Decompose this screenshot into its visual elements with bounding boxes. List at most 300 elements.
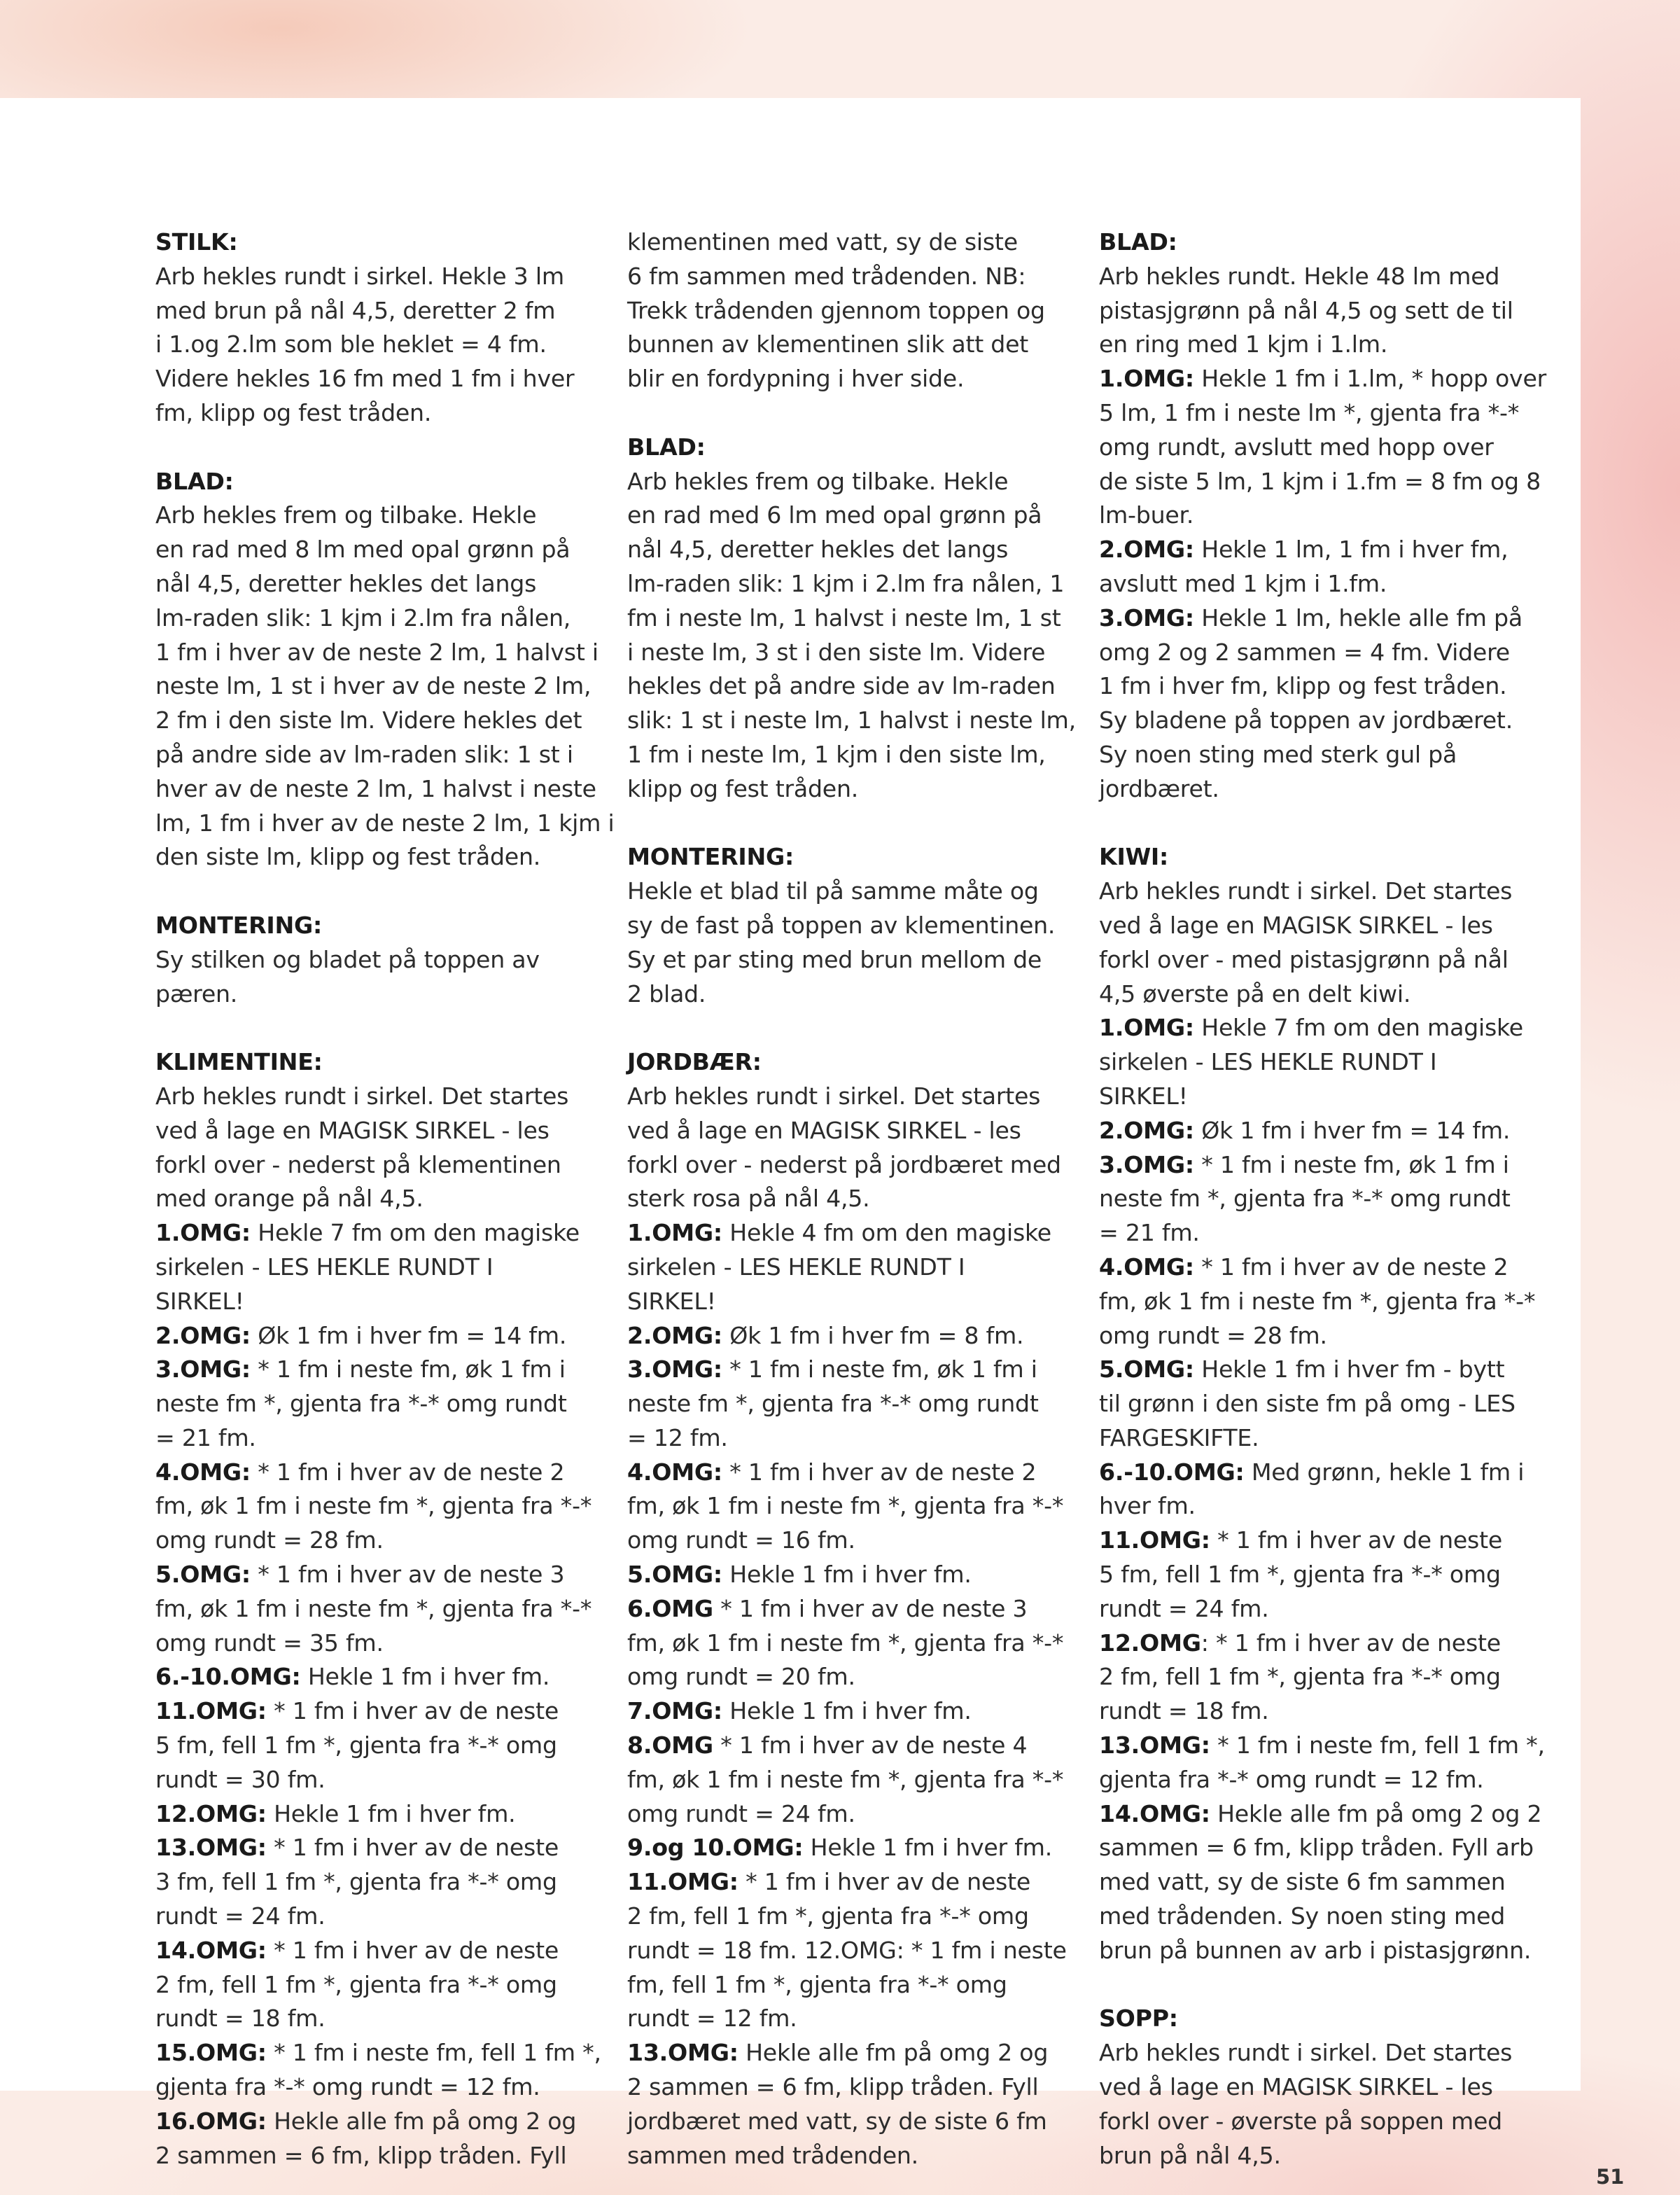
round-label: 11.OMG:	[155, 1697, 267, 1725]
round-label: 3.OMG:	[1099, 604, 1194, 632]
text-line	[627, 1900, 1068, 1934]
line-text: omg rundt = 35 fm.	[155, 1629, 384, 1657]
line-text: forkl over - øverste på soppen med	[1099, 2107, 1502, 2135]
text-line	[1099, 1216, 1540, 1250]
line-text: med brun på nål 4,5, deretter 2 fm	[155, 296, 556, 324]
line-text: ved å lage en MAGISK SIRKEL - les	[155, 1116, 550, 1144]
line-text: ved å lage en MAGISK SIRKEL - les	[1099, 2073, 1493, 2101]
line-text: neste fm *, gjenta fra *-* omg rundt	[627, 1390, 1039, 1418]
line-text: med orange på nål 4,5.	[155, 1185, 424, 1213]
line-text: slik: 1 st i neste lm, 1 halvst i neste lm,	[627, 706, 1076, 734]
text-line	[627, 1250, 1068, 1285]
line-text: Hekle 1 lm, hekle alle fm på	[1194, 604, 1522, 632]
round-label: 1.OMG:	[155, 1219, 251, 1247]
line-text: på andre side av lm-raden slik: 1 st i	[155, 740, 573, 768]
text-line	[1099, 1456, 1540, 1490]
round-label: 6.-10.OMG:	[155, 1663, 301, 1691]
line-text: * 1 fm i hver av de neste 2	[722, 1458, 1037, 1486]
pattern-section	[627, 225, 1068, 396]
page-number: 51	[1596, 2165, 1625, 2189]
line-text: rundt = 30 fm.	[155, 1765, 326, 1793]
line-text: sirkelen - LES HEKLE RUNDT I	[155, 1253, 493, 1281]
pattern-section	[627, 1045, 1068, 2173]
line-text: 2 fm i den siste lm. Videre hekles det	[155, 706, 582, 734]
line-text: Hekle 7 fm om den magiske	[250, 1219, 580, 1247]
line-text: SIRKEL!	[627, 1287, 716, 1315]
line-text: klipp og fest tråden.	[627, 774, 859, 802]
text-line	[155, 2002, 596, 2036]
text-column-1	[155, 225, 615, 2173]
text-line	[627, 2002, 1068, 2036]
text-line	[1099, 2036, 1540, 2070]
text-line	[1099, 1387, 1540, 1421]
line-text: i neste lm, 3 st i den siste lm. Videre	[627, 638, 1046, 666]
line-text: Hekle et blad til på samme måte og	[627, 877, 1039, 905]
text-line	[627, 1489, 1068, 1524]
text-line	[627, 1524, 1068, 1558]
text-line	[1099, 2139, 1540, 2173]
line-text: Arb hekles rundt i sirkel. Det startes	[155, 1082, 569, 1110]
text-line	[627, 1421, 1068, 1456]
line-text: Sy noen sting med sterk gul på	[1099, 740, 1457, 768]
pattern-section	[155, 225, 596, 431]
line-text: fm i neste lm, 1 halvst i neste lm, 1 st	[627, 604, 1061, 632]
text-line	[155, 396, 596, 431]
text-line	[1099, 1011, 1540, 1045]
round-label: 14.OMG:	[155, 1936, 267, 1964]
line-text: Hekle 1 fm i 1.lm, * hopp over	[1194, 365, 1547, 393]
line-text: sy de fast på toppen av klementinen.	[627, 911, 1056, 939]
round-label: 1.OMG:	[1099, 1014, 1194, 1042]
text-line	[627, 1558, 1068, 1592]
line-text: Med grønn, hekle 1 fm i	[1244, 1458, 1525, 1486]
text-line	[155, 1216, 596, 1250]
text-line	[627, 704, 1076, 738]
text-line	[1099, 909, 1540, 943]
line-text: pistasjgrønn på nål 4,5 og sett de til	[1099, 296, 1513, 324]
text-line	[1099, 669, 1540, 704]
line-text: * 1 fm i neste fm, øk 1 fm i	[250, 1356, 566, 1384]
text-line	[627, 2105, 1068, 2139]
round-label: 14.OMG:	[1099, 1799, 1210, 1827]
text-line	[627, 772, 1068, 807]
text-line	[627, 499, 1068, 533]
text-line	[627, 738, 1068, 772]
round-label: 5.OMG:	[155, 1561, 251, 1589]
text-line	[155, 1285, 596, 1319]
line-text: sammen med trådenden.	[627, 2141, 918, 2169]
pattern-section	[1099, 225, 1547, 807]
line-text: ved å lage en MAGISK SIRKEL - les	[1099, 911, 1493, 939]
line-text: 2 fm, fell 1 fm *, gjenta fra *-* omg	[1099, 1663, 1501, 1691]
text-line	[627, 1797, 1068, 1832]
text-line	[627, 1968, 1068, 2002]
line-text: Hekle 1 fm i hver fm.	[722, 1697, 972, 1725]
line-text: SIRKEL!	[1099, 1082, 1188, 1110]
line-text: Øk 1 fm i hver fm = 8 fm.	[722, 1321, 1024, 1349]
round-label: 1.OMG:	[1099, 365, 1194, 393]
section-heading: STILK:	[155, 228, 238, 256]
text-line	[1099, 2105, 1540, 2139]
text-line	[155, 1148, 596, 1183]
line-text: SIRKEL!	[155, 1287, 244, 1315]
text-line	[1099, 533, 1540, 567]
line-text: fm, øk 1 fm i neste fm *, gjenta fra *-*	[1099, 1287, 1536, 1315]
text-line	[155, 704, 596, 738]
line-text: med trådenden. Sy noen sting med	[1099, 1902, 1506, 1930]
line-text: den siste lm, klipp og fest tråden.	[155, 843, 541, 871]
line-text: Hekle 7 fm om den magiske	[1194, 1014, 1523, 1042]
round-label: 3.OMG:	[627, 1356, 722, 1384]
round-label: 9.og 10.OMG:	[627, 1834, 804, 1862]
text-line	[1099, 260, 1540, 294]
line-text: omg 2 og 2 sammen = 4 fm. Videre	[1099, 638, 1510, 666]
line-text: hekles det på andre side av lm-raden	[627, 672, 1056, 700]
line-text: * 1 fm i neste fm, øk 1 fm i	[1194, 1150, 1509, 1178]
line-text: en rad med 8 lm med opal grønn på	[155, 536, 570, 564]
section-heading: MONTERING:	[627, 843, 794, 871]
text-column-3	[1099, 225, 1547, 2173]
text-line	[155, 294, 596, 328]
line-text: * 1 fm i hver av de neste 2	[250, 1458, 565, 1486]
line-text: rundt = 18 fm.	[1099, 1697, 1269, 1725]
text-line	[1099, 1080, 1540, 1114]
round-label: 2.OMG:	[627, 1321, 722, 1349]
text-line	[627, 225, 1068, 260]
text-line	[627, 943, 1068, 977]
line-text: 2 fm, fell 1 fm *, gjenta fra *-* omg	[627, 1902, 1029, 1930]
round-label: 11.OMG:	[1099, 1526, 1210, 1554]
text-line	[155, 1831, 596, 1865]
round-label: 4.OMG:	[155, 1458, 251, 1486]
text-line	[627, 1456, 1068, 1490]
line-text: FARGESKIFTE.	[1099, 1423, 1259, 1451]
text-line	[627, 294, 1068, 328]
text-line	[155, 840, 596, 874]
line-text: lm-raden slik: 1 kjm i 2.lm fra nålen, 1	[627, 569, 1065, 597]
line-text: blir en fordypning i hver side.	[627, 365, 965, 393]
text-line	[627, 1934, 1068, 1968]
round-label: 2.OMG:	[1099, 536, 1194, 564]
text-line	[155, 533, 596, 567]
line-text: * 1 fm i neste fm, øk 1 fm i	[722, 1356, 1037, 1384]
line-text: 2 sammen = 6 fm, klipp tråden. Fyll	[627, 2073, 1039, 2101]
text-line	[627, 2139, 1068, 2173]
round-label: 4.OMG:	[1099, 1253, 1194, 1281]
line-text: omg rundt = 24 fm.	[627, 1799, 855, 1827]
line-text: forkl over - nederst på jordbæret med	[627, 1150, 1061, 1178]
line-text: neste fm *, gjenta fra *-* omg rundt	[1099, 1185, 1511, 1213]
line-text: lm-raden slik: 1 kjm i 2.lm fra nålen,	[155, 604, 571, 632]
line-text: Hekle 1 lm, 1 fm i hver fm,	[1194, 536, 1508, 564]
line-text: Hekle 1 fm i hver fm.	[722, 1561, 972, 1589]
text-line	[155, 1968, 596, 2002]
line-text: Arb hekles rundt. Hekle 48 lm med	[1099, 262, 1500, 290]
line-text: 5 lm, 1 fm i neste lm *, gjenta fra *-*	[1099, 398, 1520, 426]
section-heading: BLAD:	[155, 467, 234, 495]
text-line	[627, 669, 1068, 704]
line-text: Hekle 1 fm i hver fm.	[300, 1663, 550, 1691]
round-label: 7.OMG:	[627, 1697, 722, 1725]
line-text: Hekle alle fm på omg 2 og 2	[1210, 1799, 1542, 1827]
text-line	[627, 1114, 1068, 1148]
text-line	[155, 1387, 596, 1421]
line-text: * 1 fm i hver av de neste	[266, 1697, 559, 1725]
line-text: sirkelen - LES HEKLE RUNDT I	[627, 1253, 965, 1281]
round-label: 13.OMG:	[155, 1834, 267, 1862]
line-text: med vatt, sy de siste 6 fm sammen	[1099, 1868, 1506, 1896]
text-line	[627, 1387, 1068, 1421]
text-line	[627, 567, 1068, 601]
text-line	[1099, 1319, 1540, 1353]
text-line	[155, 1763, 596, 1797]
text-line	[627, 328, 1068, 362]
line-text: Sy et par sting med brun mellom de	[627, 945, 1042, 973]
text-line	[155, 2036, 601, 2070]
round-label: 3.OMG:	[155, 1356, 251, 1384]
text-line	[627, 2070, 1068, 2105]
text-line	[155, 2105, 596, 2139]
line-text: fm, øk 1 fm i neste fm *, gjenta fra *-*	[627, 1629, 1064, 1657]
line-text: Arb hekles rundt i sirkel. Det startes	[1099, 877, 1513, 905]
line-text: forkl over - med pistasjgrønn på nål	[1099, 945, 1508, 973]
text-line	[155, 1660, 596, 1694]
line-text: rundt = 24 fm.	[1099, 1594, 1269, 1622]
round-label: 16.OMG:	[155, 2107, 267, 2135]
text-line	[1099, 874, 1540, 909]
round-label: 11.OMG:	[627, 1868, 738, 1896]
text-line	[627, 1353, 1068, 1387]
text-line	[155, 1865, 596, 1900]
text-line	[627, 2036, 1068, 2070]
text-line	[627, 1865, 1068, 1900]
text-line	[1099, 1558, 1540, 1592]
line-text: klementinen med vatt, sy de siste	[627, 228, 1018, 256]
round-label: 15.OMG:	[155, 2039, 267, 2067]
text-line	[155, 1694, 596, 1729]
text-line	[155, 772, 596, 807]
text-line	[1099, 738, 1540, 772]
round-label: 12.OMG	[1099, 1629, 1201, 1657]
text-line	[1099, 1865, 1540, 1900]
line-text: til grønn i den siste fm på omg - LES	[1099, 1390, 1516, 1418]
line-text: lm-buer.	[1099, 501, 1194, 529]
round-label: 13.OMG:	[627, 2039, 738, 2067]
line-text: 2 sammen = 6 fm, klipp tråden. Fyll	[155, 2141, 567, 2169]
line-text: Videre hekles 16 fm med 1 fm i hver	[155, 365, 575, 393]
line-text: * 1 fm i hver av de neste	[738, 1868, 1031, 1896]
line-text: Hekle alle fm på omg 2 og	[266, 2107, 577, 2135]
section-heading: BLAD:	[1099, 228, 1177, 256]
line-text: gjenta fra *-* omg rundt = 12 fm.	[1099, 1765, 1484, 1793]
text-line	[627, 1285, 1068, 1319]
line-text: = 21 fm.	[155, 1423, 256, 1451]
text-line	[155, 636, 596, 670]
line-text: 5 fm, fell 1 fm *, gjenta fra *-* omg	[155, 1731, 557, 1760]
text-line	[155, 1592, 596, 1626]
line-text: brun på bunnen av arb i pistasjgrønn.	[1099, 1936, 1532, 1964]
text-line	[627, 636, 1068, 670]
text-line	[1099, 1831, 1540, 1865]
text-line	[1099, 772, 1540, 807]
text-line	[1099, 2070, 1540, 2105]
text-line	[155, 977, 596, 1012]
round-label: 3.OMG:	[1099, 1150, 1194, 1178]
text-line	[627, 1148, 1068, 1183]
round-label: 6.OMG	[627, 1594, 713, 1622]
line-text: * 1 fm i hver av de neste	[1210, 1526, 1503, 1554]
text-line	[627, 874, 1068, 909]
section-heading: SOPP:	[1099, 2005, 1178, 2033]
text-line	[627, 1216, 1068, 1250]
line-text: ved å lage en MAGISK SIRKEL - les	[627, 1116, 1021, 1144]
line-text: omg rundt, avslutt med hopp over	[1099, 433, 1494, 461]
line-text: forkl over - nederst på klementinen	[155, 1150, 561, 1178]
pattern-section	[1099, 840, 1545, 1967]
line-text: * 1 fm i hver av de neste 4	[713, 1731, 1028, 1760]
line-text: omg rundt = 28 fm.	[1099, 1321, 1327, 1349]
round-label: 2.OMG:	[1099, 1116, 1194, 1144]
section-heading: JORDBÆR:	[627, 1048, 762, 1076]
text-line	[155, 669, 596, 704]
text-line	[1099, 1489, 1540, 1524]
text-line	[1099, 567, 1540, 601]
line-text: 4,5 øverste på en delt kiwi.	[1099, 980, 1411, 1008]
round-label: 13.OMG:	[1099, 1731, 1210, 1760]
line-text: Hekle 1 fm i hver fm.	[803, 1834, 1053, 1862]
text-line	[1099, 1045, 1540, 1080]
text-line	[155, 2139, 596, 2173]
text-line	[627, 1831, 1068, 1865]
text-line	[1099, 396, 1540, 431]
line-text: * 1 fm i neste fm, fell 1 fm *,	[1210, 1731, 1545, 1760]
text-line	[155, 362, 596, 396]
round-label: 12.OMG:	[155, 1799, 267, 1827]
text-line	[155, 1934, 596, 1968]
text-line	[1099, 465, 1540, 499]
line-text: fm, øk 1 fm i neste fm *, gjenta fra *-*	[627, 1765, 1064, 1793]
text-line	[155, 2070, 596, 2105]
line-text: = 21 fm.	[1099, 1219, 1200, 1247]
text-line	[155, 1319, 596, 1353]
line-text: Hekle alle fm på omg 2 og	[738, 2039, 1049, 2067]
line-text: Trekk trådenden gjennom toppen og	[627, 296, 1045, 324]
round-label: 6.-10.OMG:	[1099, 1458, 1245, 1486]
text-line	[1099, 1626, 1540, 1661]
line-text: nål 4,5, deretter hekles det langs	[155, 569, 537, 597]
line-text: hver av de neste 2 lm, 1 halvst i neste	[155, 774, 596, 802]
line-text: rundt = 24 fm.	[155, 1902, 326, 1930]
line-text: pæren.	[155, 980, 238, 1008]
text-line	[155, 1900, 596, 1934]
text-line	[627, 1660, 1068, 1694]
line-text: = 12 fm.	[627, 1423, 728, 1451]
text-line	[627, 909, 1068, 943]
page-content-panel	[0, 98, 1581, 2169]
text-line	[155, 807, 615, 841]
text-line	[155, 567, 596, 601]
line-text: rundt = 12 fm.	[627, 2005, 797, 2033]
text-line	[155, 1558, 596, 1592]
line-text: i 1.og 2.lm som ble heklet = 4 fm.	[155, 330, 547, 358]
text-line	[155, 1353, 596, 1387]
text-line	[155, 1456, 596, 1490]
text-line	[1099, 1592, 1540, 1626]
text-line	[1099, 1660, 1540, 1694]
text-line	[1099, 1900, 1540, 1934]
text-line	[1099, 977, 1540, 1012]
text-line	[1099, 1148, 1540, 1183]
round-label: 1.OMG:	[627, 1219, 722, 1247]
section-heading: MONTERING:	[155, 911, 323, 939]
pattern-section	[627, 840, 1068, 1011]
text-line	[627, 1080, 1068, 1114]
line-text: neste lm, 1 st i hver av de neste 2 lm,	[155, 672, 592, 700]
line-text: omg rundt = 20 fm.	[627, 1663, 855, 1691]
text-line	[1099, 1763, 1540, 1797]
text-line	[1099, 636, 1540, 670]
line-text: rundt = 18 fm.	[155, 2005, 326, 2033]
line-text: Øk 1 fm i hver fm = 14 fm.	[250, 1321, 567, 1349]
line-text: hver fm.	[1099, 1492, 1196, 1520]
line-text: 5 fm, fell 1 fm *, gjenta fra *-* omg	[1099, 1561, 1501, 1589]
text-line	[627, 601, 1068, 636]
text-line	[1099, 704, 1540, 738]
round-label: 2.OMG:	[155, 1321, 251, 1349]
text-line	[1099, 431, 1540, 465]
line-text: gjenta fra *-* omg rundt = 12 fm.	[155, 2073, 540, 2101]
line-text: Øk 1 fm i hver fm = 14 fm.	[1194, 1116, 1511, 1144]
text-line	[155, 499, 596, 533]
text-line	[155, 260, 596, 294]
round-label: 4.OMG:	[627, 1458, 722, 1486]
text-line	[1099, 362, 1547, 396]
line-text: Sy bladene på toppen av jordbæret.	[1099, 706, 1513, 734]
line-text: 2 fm, fell 1 fm *, gjenta fra *-* omg	[155, 1970, 557, 1998]
line-text: Hekle 4 fm om den magiske	[722, 1219, 1051, 1247]
text-line	[155, 1729, 596, 1763]
text-line	[155, 1250, 596, 1285]
line-text: * 1 fm i hver av de neste	[266, 1936, 559, 1964]
section-heading: KLIMENTINE:	[155, 1048, 323, 1076]
line-text: fm, øk 1 fm i neste fm *, gjenta fra *-*	[627, 1492, 1064, 1520]
text-line	[1099, 1285, 1540, 1319]
line-text: sterk rosa på nål 4,5.	[627, 1185, 870, 1213]
round-label: 5.OMG:	[627, 1561, 722, 1589]
text-line	[155, 601, 596, 636]
pattern-section	[155, 1045, 601, 2173]
text-line	[627, 533, 1068, 567]
section-heading: KIWI:	[1099, 843, 1169, 871]
pattern-section	[155, 465, 615, 875]
text-line	[155, 1114, 596, 1148]
text-line	[155, 1080, 596, 1114]
line-text: lm, 1 fm i hver av de neste 2 lm, 1 kjm i	[155, 809, 615, 837]
text-line	[627, 1592, 1068, 1626]
pattern-section	[1099, 2002, 1540, 2173]
text-line	[155, 1626, 596, 1661]
pattern-section	[627, 431, 1076, 807]
text-line	[1099, 1524, 1540, 1558]
line-text: fm, fell 1 fm *, gjenta fra *-* omg	[627, 1970, 1007, 1998]
text-line	[1099, 1182, 1540, 1216]
text-line	[155, 943, 596, 977]
line-text: Arb hekles rundt i sirkel. Hekle 3 lm	[155, 262, 564, 290]
text-line	[1099, 1421, 1540, 1456]
text-line	[1099, 1250, 1540, 1285]
text-column-2	[627, 225, 1076, 2173]
text-line	[1099, 1729, 1545, 1763]
